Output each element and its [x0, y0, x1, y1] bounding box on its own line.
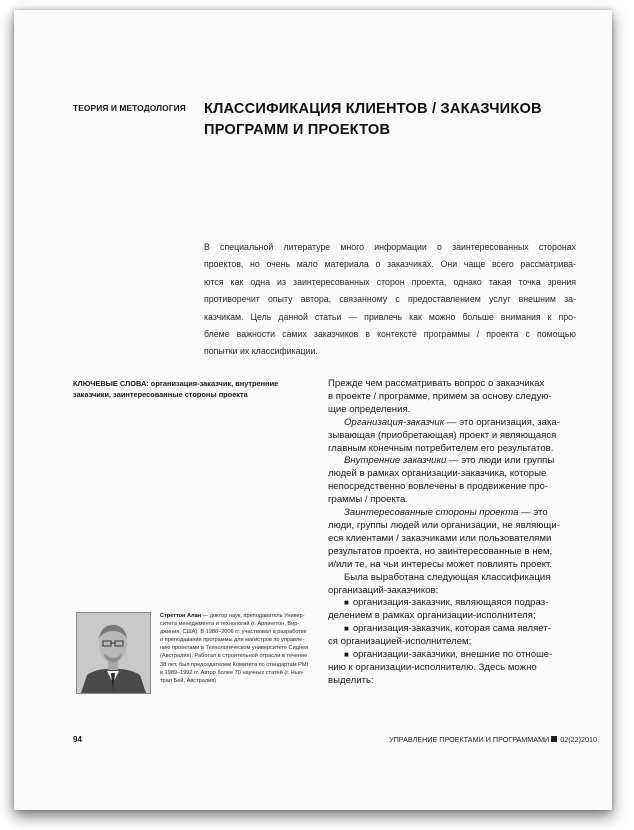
issue-number: 02(22)2010: [560, 735, 597, 744]
bullet-item: ■ организации-заказчики, внешние по отноше-: [344, 649, 553, 661]
bio-line: Стреттон Алан — доктор наук, преподаватель Универ-: [160, 613, 305, 619]
term: Внутренние заказчики: [344, 455, 447, 467]
bio-line: 38 лет, был председателем Комитета по стандартам PMI: [160, 661, 309, 668]
bullet-item: ■ организация-заказчик, которая сама являет-: [344, 623, 551, 635]
abstract: [204, 239, 576, 361]
keywords-line: заказчики, заинтересованные стороны проекта: [73, 390, 248, 399]
journal-name: УПРАВЛЕНИЕ ПРОЕКТАМИ И ПРОГРАММАМИ: [389, 735, 550, 744]
body-line: Была выработана следующая классификация: [344, 571, 551, 583]
abstract-line: противоречит опыту автора, связанному с предоставлением услуг внешним за-: [204, 294, 576, 305]
keywords-line: КЛЮЧЕВЫЕ СЛОВА: организация-заказчик, внутренние: [73, 379, 279, 388]
abstract-line: казчикам. Цель данной статьи — привлечь как можно больше внимания к про-: [204, 311, 576, 322]
body-line: еся клиентами / заказчиками или пользователями: [328, 532, 552, 544]
abstract-line: попытки их классификации.: [204, 346, 318, 357]
abstract-line: проектов, но очень мало материала о заказчиках. Они чаще всего рассматрива-: [204, 259, 576, 270]
page-number: 94: [73, 735, 82, 744]
body-line: в проекте / программе, примем за основу следую-: [328, 390, 552, 402]
square-bullet-icon: ■: [344, 650, 349, 660]
body-line: людей в рамках организации-заказчика, которые: [328, 468, 547, 480]
author-photo: [76, 612, 151, 694]
abstract-line: ются как одна из заинтересованных сторон проекта, однако такая точка зрения: [204, 276, 576, 287]
abstract-line: блеме важности самих заказчиков в контексте программы / проекта с помощью: [204, 329, 576, 340]
abstract-line: В специальной литературе много информации о заинтересованных сторонах: [204, 242, 576, 252]
bio-line: (Австралия). Работал в строительной отрасли в течение: [160, 653, 308, 660]
square-bullet-icon: ■: [344, 624, 349, 634]
square-separator-icon: [551, 736, 557, 742]
body-line: выделить:: [328, 674, 374, 686]
body-line: люди, группы людей или организации, не являющи-: [328, 519, 560, 531]
bio-line: нию проектами в Технологическом университете Сиднея: [160, 645, 309, 652]
body-line: делением в рамках организации-исполнителя;: [328, 610, 536, 622]
body-line: граммы / проекта.: [328, 494, 409, 506]
definition-stakeholders: Заинтересованные стороны проекта — это: [344, 507, 548, 519]
article-title: [204, 99, 574, 141]
bio-line: трал Бей, Австралия): [160, 677, 217, 684]
body-line: результатов проекта, но заинтересованные в нем,: [328, 545, 553, 557]
section-label: ТЕОРИЯ И МЕТОДОЛОГИЯ: [73, 103, 186, 113]
bullet-item: ■ организация-заказчик, являющаяся подраз-: [344, 597, 549, 609]
body-line: нию к организации-исполнителю. Здесь можно: [328, 661, 537, 673]
body-line: щие определения.: [328, 403, 411, 415]
body-line: главным конечным потребителем его результатов.: [328, 442, 554, 454]
title-line: КЛАССИФИКАЦИЯ КЛИЕНТОВ / ЗАКАЗЧИКОВ: [204, 101, 542, 117]
body-line: организаций-заказчиков:: [328, 584, 439, 596]
definition-customer-org: Организация-заказчик — это организация, зака-: [344, 416, 560, 428]
term: Организация-заказчик: [344, 416, 445, 428]
keywords: [73, 378, 303, 400]
article-body: [328, 378, 578, 688]
bio-line: ситета менеджмента и технологий (г. Арлингтон, Вир-: [160, 621, 300, 628]
author-bio: [160, 612, 320, 685]
bio-line: и преподавании программы для магистров по управле-: [160, 637, 305, 644]
definition-internal-customers: Внутренние заказчики — это люди или группы: [344, 455, 555, 467]
title-line: ПРОГРАММ И ПРОЕКТОВ: [204, 122, 391, 138]
body-line: непосредственно вовлечены в продвижение про-: [328, 481, 549, 493]
body-line: Прежде чем рассматривать вопрос о заказчиках: [328, 378, 545, 389]
term: Заинтересованные стороны проекта: [344, 507, 519, 519]
body-line: ся организацией-исполнителем;: [328, 636, 472, 648]
square-bullet-icon: ■: [344, 598, 349, 608]
author-name: Стреттон Алан: [160, 613, 202, 619]
bio-line: джиния, США). В 1988–2006 гг. участвовал в разработке: [160, 629, 307, 636]
bio-line: в 1989–1992 гг. Автор более 70 научных статей (г. Нью-: [160, 669, 304, 676]
body-line: и/или те, на чьи интересы может повлиять проект.: [328, 558, 553, 570]
body-line: зывающая (приобретающая) проект и являющаяся: [328, 429, 557, 441]
journal-footer: [389, 735, 597, 744]
